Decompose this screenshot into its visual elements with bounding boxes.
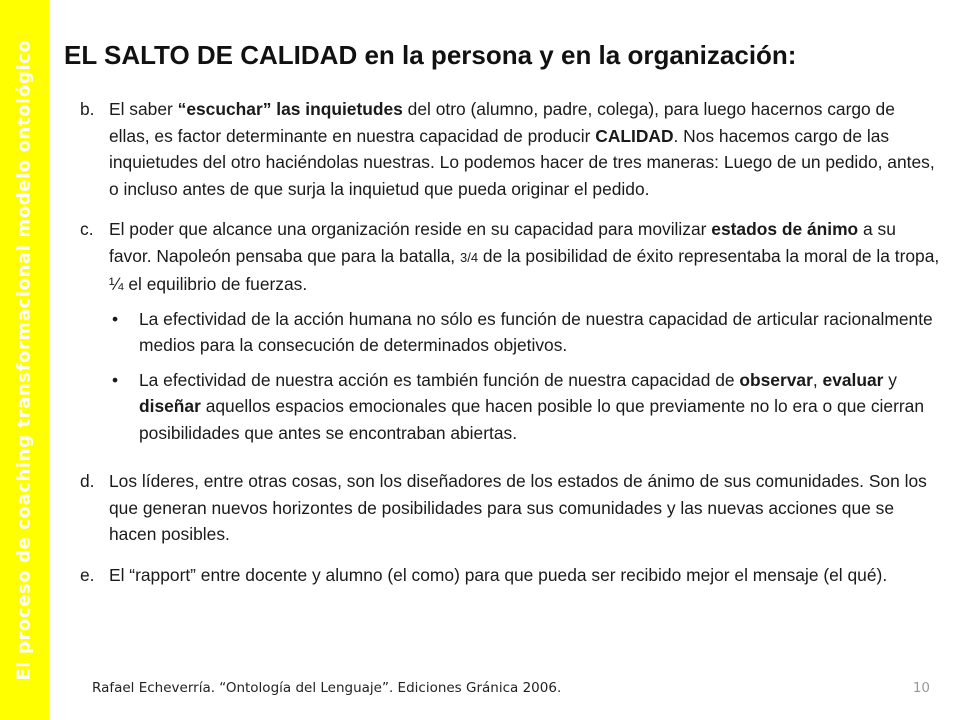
item-letter: d. (80, 471, 95, 491)
bullet-text (139, 367, 940, 447)
text-run: El saber (109, 99, 178, 119)
text-run: El “rapport” entre docente y alumno (el como) para que pueda ser recibido mejor el mensaje (el qué). (109, 564, 888, 585)
bullet-item (109, 306, 940, 359)
text-run: de la posibilidad de éxito representaba la moral de la tropa, ¼ el equilibrio de fuerzas. (109, 245, 940, 294)
text-run: , (812, 369, 823, 390)
bullet-symbol: • (112, 369, 119, 390)
sidebar-vertical-title: El proceso de coaching transformacional modelo ontológico (13, 39, 35, 681)
item-text (109, 216, 940, 454)
bullet-symbol: • (112, 308, 119, 329)
list-item-c (80, 216, 940, 454)
text-run: . Nos hacemos cargo de las inquietudes del otro haciéndolas nuestras. Lo podemos hacer de tres maneras: Luego de un pedido, antes, o incluso antes de que surja la inquietud que pueda originar el pedido. (109, 125, 935, 199)
text-run: a su favor. Napoleón pensaba que para la batalla, (109, 219, 896, 266)
text-run: aquellos espacios emocionales que hacen posible lo que previamente no lo era o que cierran posibilidades que antes se encontraban abiertas. (139, 396, 925, 443)
item-text (109, 562, 940, 589)
item-text (109, 468, 940, 548)
item-text (109, 96, 940, 202)
item-paragraph (109, 216, 940, 298)
page-number: 10 (912, 680, 930, 696)
item-letter: c. (80, 219, 94, 239)
emphasis-observar: observar (739, 369, 813, 390)
text-run: El poder que alcance una organización reside en su capacidad para movilizar (109, 219, 712, 239)
text-run: La efectividad de nuestra acción es también función de nuestra capacidad de (139, 369, 740, 390)
emphasis-calidad: CALIDAD (595, 125, 674, 146)
item-letter: b. (80, 99, 95, 119)
bullet-list (109, 306, 940, 447)
slide-content (80, 96, 940, 602)
list-item-d (80, 468, 940, 548)
list-item-e (80, 562, 940, 589)
fraction-small: 3/4 (459, 249, 479, 265)
emphasis-disenar: diseñar (139, 396, 201, 416)
emphasis-escuchar: “escuchar” las inquietudes (177, 99, 403, 119)
footer-citation: Rafael Echeverría. “Ontología del Lenguaje”. Ediciones Gránica 2006. (92, 680, 562, 696)
emphasis-estados-de-animo: estados de ánimo (711, 219, 859, 239)
item-letter: e. (80, 564, 95, 585)
text-run: del otro (alumno, padre, colega), para luego hacernos cargo de ellas, es factor determinante en nuestra capacidad de producir (109, 99, 895, 146)
emphasis-evaluar: evaluar (822, 369, 884, 390)
text-run: La efectividad de la acción humana no sólo es función de nuestra capacidad de articular racionalmente medios para la consecución de determinados objetivos. (139, 308, 933, 355)
sidebar-band (0, 0, 49, 720)
slide-title: EL SALTO DE CALIDAD en la persona y en la organización: (64, 40, 797, 70)
bullet-item (109, 367, 940, 447)
text-run: y (883, 369, 897, 390)
bullet-text (139, 306, 940, 359)
text-run: Los líderes, entre otras cosas, son los diseñadores de los estados de ánimo de sus comunidades. Son los que generan nuevos horizontes de posibilidades para sus comunidades y las nuevas acciones que se hacen posibles. (109, 471, 927, 544)
list-item-b (80, 96, 940, 202)
